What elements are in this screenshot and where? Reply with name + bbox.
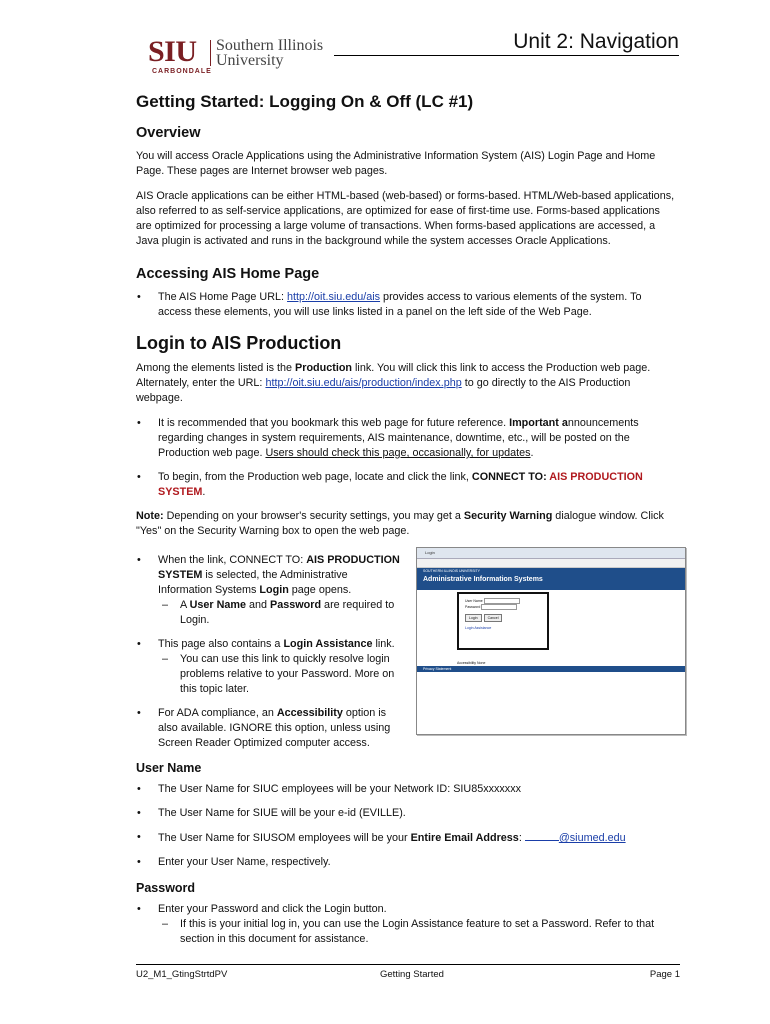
- text: A: [180, 599, 190, 611]
- important-term: Important a: [509, 417, 568, 429]
- production-term: Production: [295, 362, 353, 374]
- assist-link: Login Assistance: [465, 626, 492, 631]
- text: are required to Login.: [180, 599, 395, 626]
- text: is selected, the Administrative Information Systems: [158, 569, 348, 596]
- note-paragraph: [136, 509, 676, 539]
- user-label: User Name: [465, 599, 483, 603]
- siumed-email-link[interactable]: @siumed.edu: [558, 832, 626, 844]
- siu-logo: [148, 36, 348, 78]
- page-title: Getting Started: Logging On & Off (LC #1): [136, 92, 474, 111]
- bold-term: Login: [259, 584, 289, 596]
- overview-heading: Overview: [136, 125, 201, 141]
- text: nnouncements regarding changes in system requirements, AIS maintenance, downtime, etc., will be posted on the Production web page.: [158, 417, 639, 459]
- bold-term: Accessibility: [276, 707, 343, 719]
- text: This page also contains a: [158, 638, 284, 650]
- text: The AIS Home Page URL:: [158, 291, 288, 303]
- list-item: [136, 637, 404, 697]
- ais-home-link[interactable]: http://oit.siu.edu/ais: [287, 291, 381, 303]
- screenshot-buttons: [465, 614, 541, 622]
- logo-name-line2: University: [216, 52, 284, 69]
- screenshot-banner: [417, 568, 685, 590]
- screenshot-footer: Privacy Statement: [417, 666, 685, 672]
- overview-paragraph-2: AIS Oracle applications can be either HTML-based (web-based) or forms-based. HTML/Web-based applications, also referred to as self-service applications, are optimized for ease of first-time use. Forms-based applications are optimized for processing a large volume of transactions. When forms-based applications are accessed, a Java plugin is activated and runs in the background while the system accesses Oracle Applications.: [136, 190, 675, 247]
- screenshot-login-box: [457, 592, 549, 650]
- main-content: [136, 92, 676, 956]
- banner-small-text: SOUTHERN ILLINOIS UNIVERSITY: [423, 569, 480, 573]
- sub-list: [158, 652, 404, 697]
- list-item: • Enter your User Name, respectively.: [136, 855, 676, 870]
- screenshot-tab: Login: [417, 548, 685, 559]
- footer-doc-id: U2_M1_GtingStrtdPV: [136, 969, 228, 980]
- screenshot-pass-row: [465, 604, 541, 610]
- logo-divider: [210, 40, 211, 66]
- login-heading: Login to AIS Production: [136, 333, 342, 353]
- bold-term: Password: [270, 599, 322, 611]
- pass-field: [481, 604, 517, 610]
- list-item: [136, 290, 676, 320]
- pass-label: Password: [465, 605, 481, 610]
- footer-page-number: Page 1: [649, 969, 680, 980]
- text: To begin, from the Production web page, locate and click the link,: [158, 471, 472, 483]
- screenshot-address-bar: [417, 559, 685, 568]
- unit-title: Unit 2: Navigation: [513, 30, 679, 53]
- text: When the link, CONNECT TO:: [158, 554, 307, 566]
- logo-carbondale: CARBONDALE: [152, 68, 212, 75]
- login-list: [136, 416, 676, 500]
- text: .: [530, 447, 534, 459]
- logo-name: [216, 38, 323, 68]
- text: The User Name for SIUSOM employees will be your: [158, 832, 411, 844]
- sub-list-item: [158, 598, 404, 628]
- accessing-heading: Accessing AIS Home Page: [136, 266, 320, 282]
- username-list: [136, 782, 676, 870]
- login-btn: Login: [465, 614, 482, 622]
- login-split-section: [136, 550, 676, 751]
- underlined-text: Users should check this page, occasionally, for updates: [265, 447, 531, 459]
- text: and: [246, 599, 271, 611]
- page-footer: [136, 964, 680, 983]
- login-steps-list: [136, 553, 404, 751]
- text: Among the elements listed is the: [136, 362, 296, 374]
- footer-section: Getting Started: [380, 969, 444, 980]
- password-heading: Password: [136, 881, 196, 895]
- list-item: • The User Name for SIUE will be your e-id (EVILLE).: [136, 806, 676, 821]
- text: Enter your Password and click the Login button.: [158, 903, 387, 915]
- login-page-screenshot: [416, 547, 686, 735]
- password-list: [136, 902, 676, 947]
- login-paragraph: [136, 361, 676, 406]
- sub-list: [158, 598, 404, 628]
- text: option is also available. IGNORE this option, unless using Screen Reader Optimized computer access.: [158, 707, 391, 749]
- logo-name-line1: Southern Illinois: [216, 37, 324, 54]
- sub-list: [158, 917, 676, 947]
- screenshot-accessibility: Accessibility None: [457, 661, 486, 665]
- list-item: [136, 902, 676, 947]
- username-heading: User Name: [136, 761, 202, 775]
- note-label: Note:: [136, 510, 164, 522]
- list-item: [136, 830, 676, 846]
- accessing-list: [136, 290, 676, 320]
- list-item: [136, 553, 404, 628]
- text: Depending on your browser's security settings, you may get a: [163, 510, 464, 522]
- text: provides access to various elements of the system. To access these elements, you will use links listed in a panel on the left side of the Web Page.: [158, 291, 642, 318]
- banner-large-text: Administrative Information Systems: [423, 576, 543, 583]
- text: It is recommended that you bookmark this web page for future reference.: [158, 417, 510, 429]
- text: link.: [372, 638, 395, 650]
- sub-list-item: – You can use this link to quickly resolve login problems relative to your Password. More on this topic later.: [158, 652, 404, 697]
- ais-production-system-term: AIS PRODUCTION SYSTEM: [158, 471, 643, 498]
- email-blank: [525, 830, 559, 841]
- bold-term: AIS PRODUCTION SYSTEM: [158, 554, 400, 581]
- production-url-link[interactable]: http://oit.siu.edu/ais/production/index.php: [265, 377, 462, 389]
- header-rule: [334, 55, 679, 56]
- overview-paragraph-1: You will access Oracle Applications using the Administrative Information System (AIS) Login Page and Home Page. These pages are Internet browser web pages.: [136, 150, 656, 177]
- connect-to-term: CONNECT TO:: [471, 471, 550, 483]
- list-item: [136, 416, 676, 461]
- text: :: [518, 832, 525, 844]
- list-item: [136, 470, 676, 500]
- list-item: [136, 706, 404, 751]
- text: link. You will click this link to access the Production web page. Alternately, enter the URL:: [136, 362, 651, 389]
- sub-list-item: – If this is your initial log in, you can use the Login Assistance feature to set a Password. Refer to that section in this document for assistance.: [158, 917, 676, 947]
- bold-term: Login Assistance: [283, 638, 373, 650]
- bold-term: Entire Email Address: [410, 832, 519, 844]
- text: to go directly to the AIS Production webpage.: [136, 377, 631, 404]
- security-warning-term: Security Warning: [463, 510, 553, 522]
- text: page opens.: [288, 584, 352, 596]
- bold-term: User Name: [189, 599, 247, 611]
- cancel-btn: Cancel: [484, 614, 503, 622]
- login-steps-column: [136, 553, 404, 751]
- logo-mark: SIU: [148, 35, 197, 68]
- list-item: • The User Name for SIUC employees will be your Network ID: SIU85xxxxxxx: [136, 782, 676, 797]
- text: For ADA compliance, an: [158, 707, 277, 719]
- text: .: [202, 486, 206, 498]
- text: dialogue window. Click "Yes" on the Security Warning box to open the web page.: [136, 510, 664, 537]
